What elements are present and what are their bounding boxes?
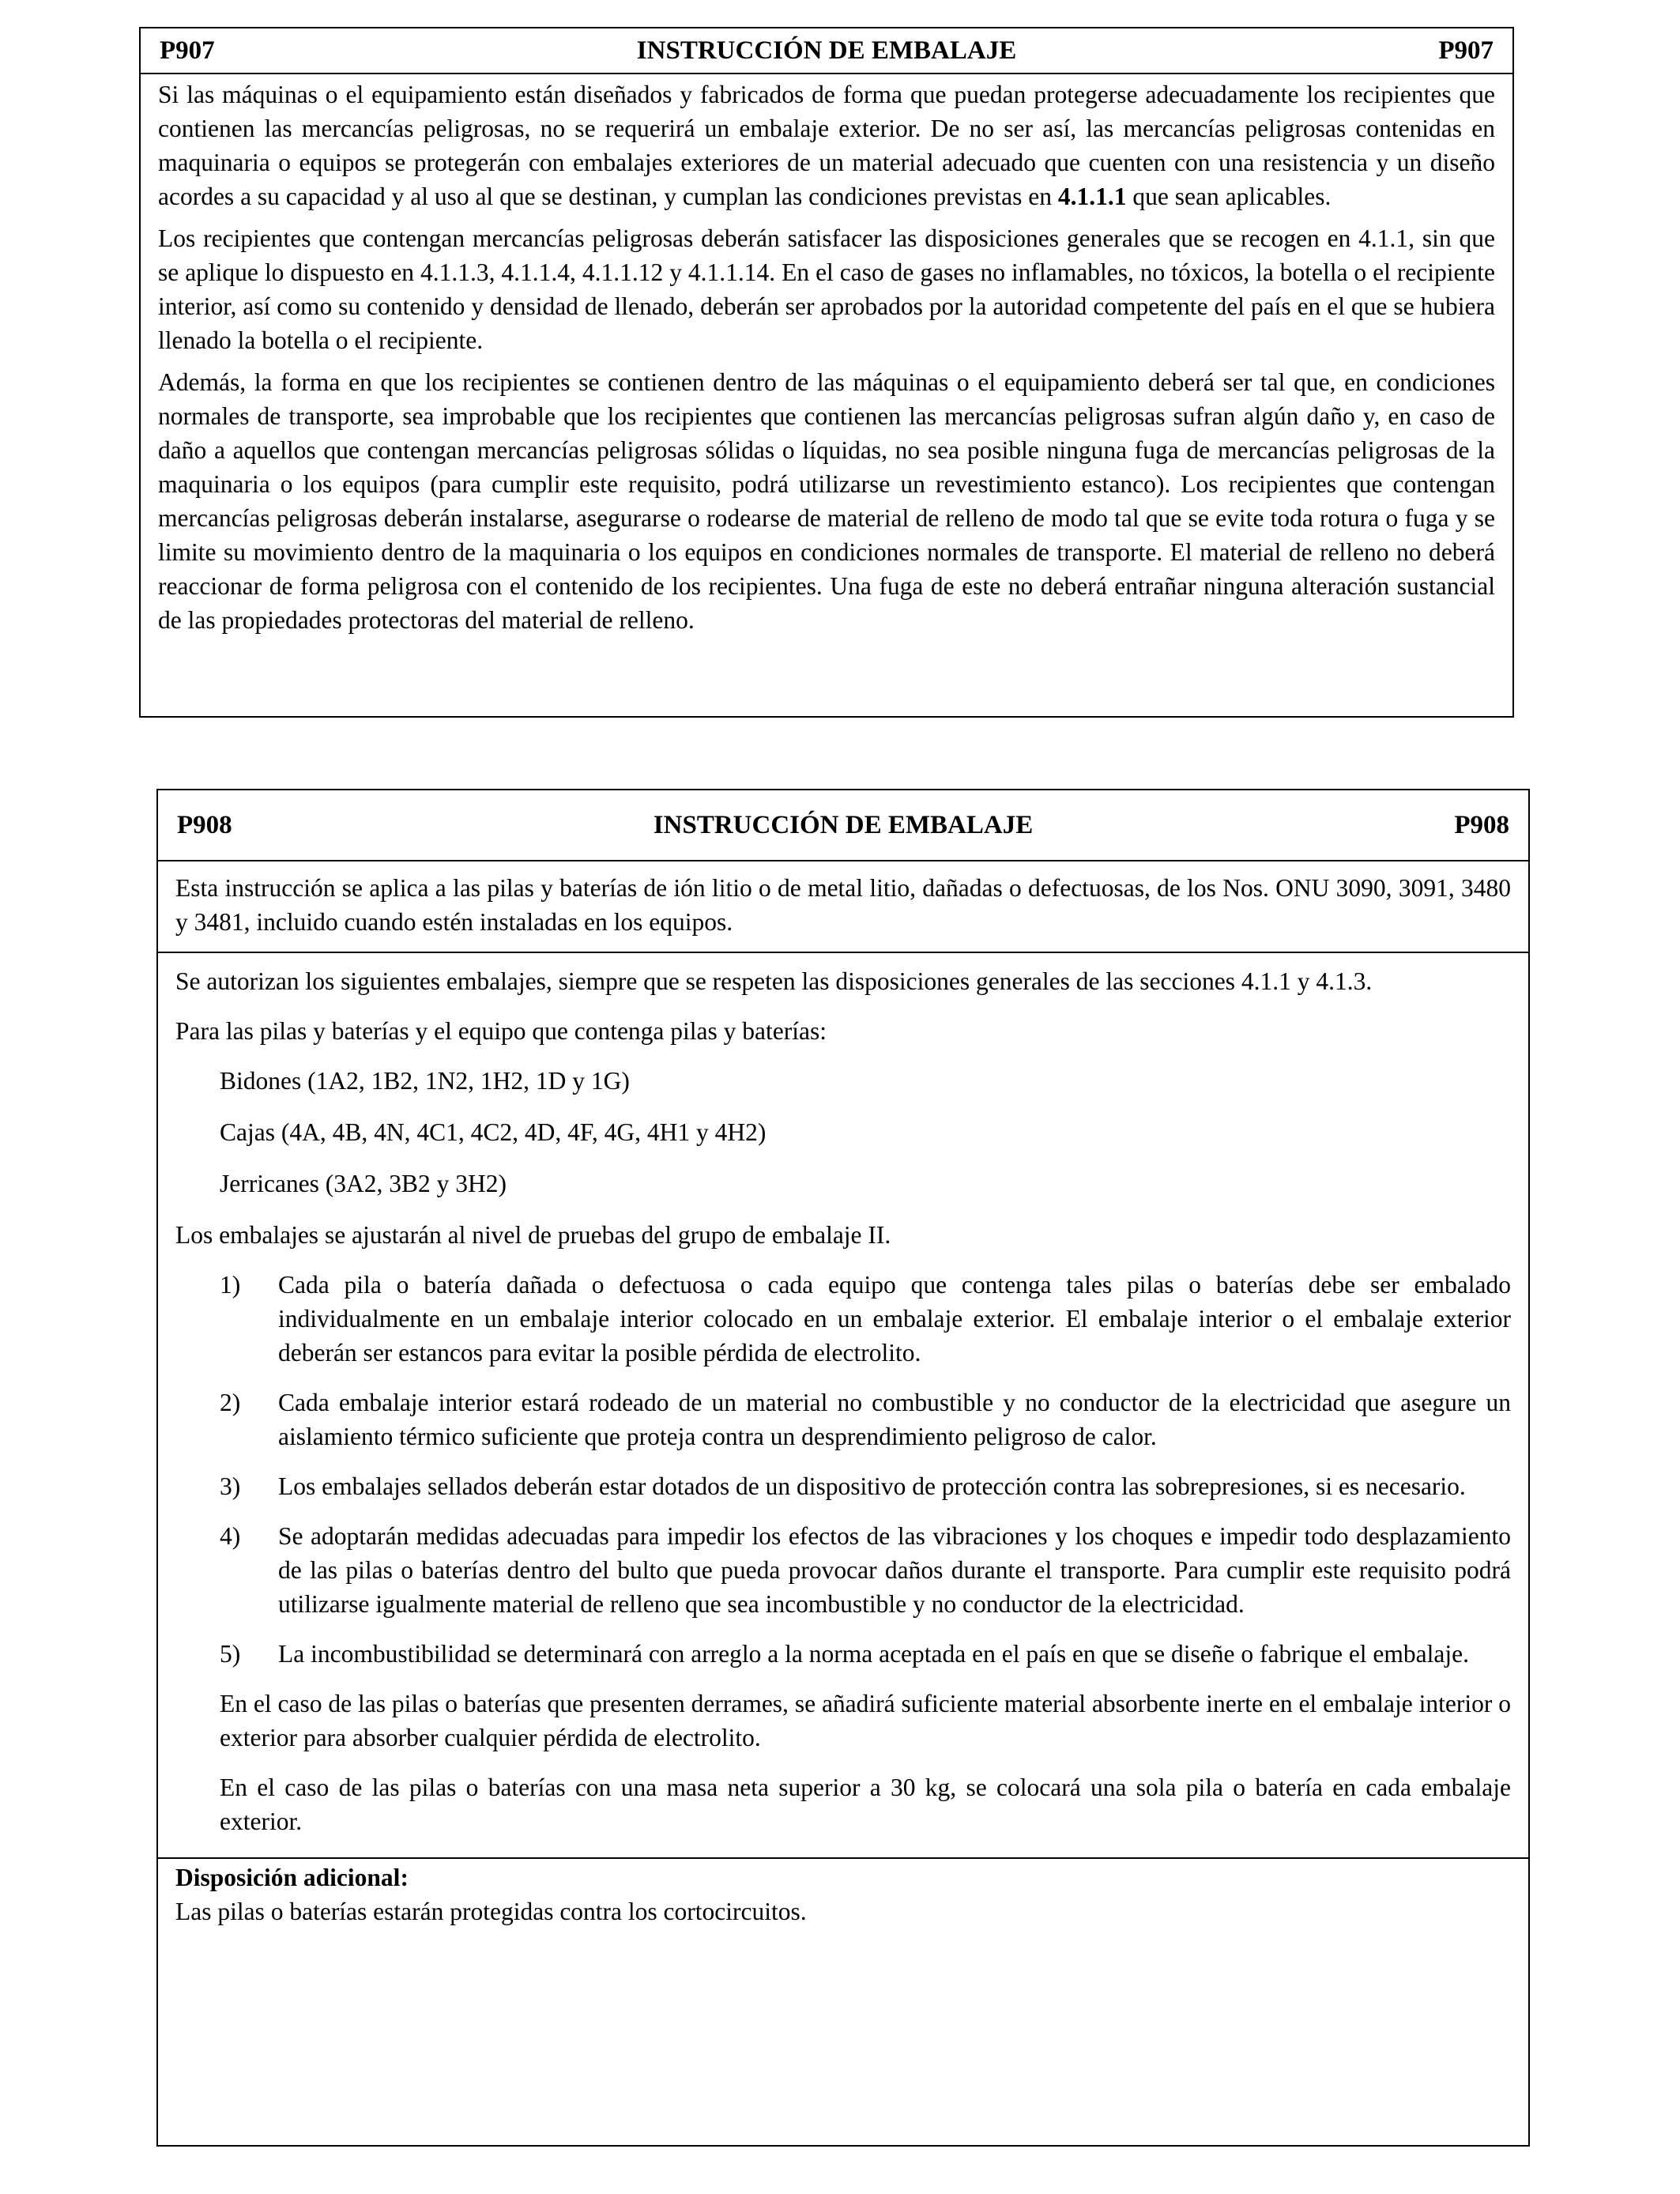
p908-intro-cell (158, 861, 1528, 953)
p908-requirements-list (175, 1268, 1511, 1671)
p907-code-left: P907 (160, 36, 215, 65)
p908-code-right: P908 (1454, 811, 1509, 839)
p908-intro: Esta instrucción se aplica a las pilas y baterías de ión litio o de metal litio, dañadas o defectuosas, de los Nos. ONU 3090, 3091, 3480 y 3481, incluido cuando estén instaladas en los equipos. (175, 874, 1511, 936)
additional-provision-title: Disposición adicional: (175, 1864, 409, 1891)
list-item-number: 1) (220, 1271, 241, 1299)
list-item-number: 3) (220, 1472, 241, 1500)
packaging-boxes: Cajas (4A, 4B, 4N, 4C1, 4C2, 4D, 4F, 4G, 4H1 y 4H2) (220, 1118, 767, 1146)
list-item-number: 2) (220, 1389, 241, 1416)
p907-body (141, 74, 1512, 637)
packing-instruction-p908 (156, 789, 1530, 2147)
p908-leak-note: En el caso de las pilas o baterías que presenten derrames, se añadirá suficiente material absorbente inerte en el embalaje interior o exterior para absorber cualquier pérdida de electrolito. (220, 1690, 1511, 1751)
p908-test-level: Los embalajes se ajustarán al nivel de pruebas del grupo de embalaje II. (175, 1221, 891, 1249)
p907-reference-link: 4.1.1.1 (1057, 183, 1127, 210)
list-item (175, 1519, 1511, 1621)
p908-for-cells: Para las pilas y baterías y el equipo que contenga pilas y baterías: (175, 1017, 827, 1045)
packaging-jerricans: Jerricanes (3A2, 3B2 y 3H2) (220, 1170, 507, 1197)
list-item-number: 4) (220, 1522, 241, 1550)
p908-code-left: P908 (177, 811, 232, 839)
p907-paragraph-1-end: que sean aplicables. (1126, 183, 1332, 210)
list-item-text: Se adoptarán medidas adecuadas para impedir los efectos de las vibraciones y los choques e impedir todo desplazamiento de las pilas o baterías dentro del bulto que pueda provocar daños durante el transporte. Para cumplir este requisito podrá utilizarse igualmente material de relleno que sea incombustible y no conductor de la electricidad. (278, 1522, 1511, 1618)
list-item (175, 1637, 1511, 1671)
p908-title: INSTRUCCIÓN DE EMBALAJE (653, 811, 1034, 839)
p908-header (158, 790, 1528, 861)
p908-additional-provision (158, 1859, 1528, 1928)
p908-mass-note: En el caso de las pilas o baterías con una masa neta superior a 30 kg, se colocará una sola pila o batería en cada embalaje exterior. (220, 1774, 1511, 1835)
list-item-text: Cada pila o batería dañada o defectuosa o cada equipo que contenga tales pilas o baterías debe ser embalado individualmente en un embalaje interior colocado en un embalaje exterior. El embalaje interior o el embalaje exterior deberán ser estancos para evitar la posible pérdida de electrolito. (278, 1271, 1511, 1367)
list-item-text: Los embalajes sellados deberán estar dotados de un dispositivo de protección contra las sobrepresiones, si es necesario. (278, 1472, 1466, 1500)
p907-paragraph-1-text: Si las máquinas o el equipamiento están diseñados y fabricados de forma que puedan protegerse adecuadamente los recipientes que contienen las mercancías peligrosas, no se requerirá un embalaje exterior. De no ser así, las mercancías peligrosas contenidas en maquinaria o equipos se protegerán con embalajes exteriores de un material adecuado que cuenten con una resistencia y un diseño acordes a su capacidad y al uso al que se destinan, y cumplan las condiciones previstas en (158, 81, 1495, 210)
list-item (175, 1469, 1511, 1503)
list-item (175, 1268, 1511, 1370)
list-item-text: La incombustibilidad se determinará con arreglo a la norma aceptada en el país en que se diseñe o fabrique el embalaje. (278, 1640, 1469, 1668)
packaging-drums: Bidones (1A2, 1B2, 1N2, 1H2, 1D y 1G) (220, 1067, 630, 1095)
list-item (175, 1385, 1511, 1453)
p907-code-right: P907 (1438, 36, 1494, 65)
list-item-text: Cada embalaje interior estará rodeado de un material no combustible y no conductor de la electricidad que asegure un aislamiento térmico suficiente que proteja contra un desprendimiento peligroso de calor. (278, 1389, 1511, 1450)
packing-instruction-p907 (139, 27, 1514, 718)
p907-paragraph-2: Los recipientes que contengan mercancías peligrosas deberán satisfacer las disposiciones generales que se recogen en 4.1.1, sin que se aplique lo dispuesto en 4.1.1.3, 4.1.1.4, 4.1.1.12 y 4.1.1.14. En el caso de gases no inflamables, no tóxicos, la botella o el recipiente interior, así como su contenido y densidad de llenado, deberán ser aprobados por la autoridad competente del país en el que se hubiera llenado la botella o el recipiente. (158, 224, 1495, 354)
p907-paragraph-3: Además, la forma en que los recipientes se contienen dentro de las máquinas o el equipamiento deberá ser tal que, en condiciones normales de transporte, sea improbable que los recipientes que contienen las mercancías peligrosas sufran algún daño y, en caso de daño a aquellos que contengan mercancías peligrosas sólidas o líquidas, no sea posible ninguna fuga de mercancías peligrosas de la maquinaria o los equipos (para cumplir este requisito, podrá utilizarse un revestimiento estanco). Los recipientes que contengan mercancías peligrosas deberán instalarse, asegurarse o rodearse de material de relleno de modo tal que se evite toda rotura o fuga y se limite su movimiento dentro de la maquinaria o los equipos en condiciones normales de transporte. El material de relleno no deberá reaccionar de forma peligrosa con el contenido de los recipientes. Una fuga de este no deberá entrañar ninguna alteración sustancial de las propiedades protectoras del material de relleno. (158, 368, 1495, 634)
p907-header (141, 28, 1512, 74)
p907-title: INSTRUCCIÓN DE EMBALAJE (636, 36, 1017, 65)
p908-main-cell (158, 953, 1528, 1859)
list-item-number: 5) (220, 1640, 241, 1668)
additional-provision-text: Las pilas o baterías estarán protegidas contra los cortocircuitos. (175, 1898, 807, 1925)
p907-paragraph-1 (158, 77, 1495, 213)
p908-authorized: Se autorizan los siguientes embalajes, siempre que se respeten las disposiciones generales de las secciones 4.1.1 y 4.1.3. (175, 967, 1373, 995)
